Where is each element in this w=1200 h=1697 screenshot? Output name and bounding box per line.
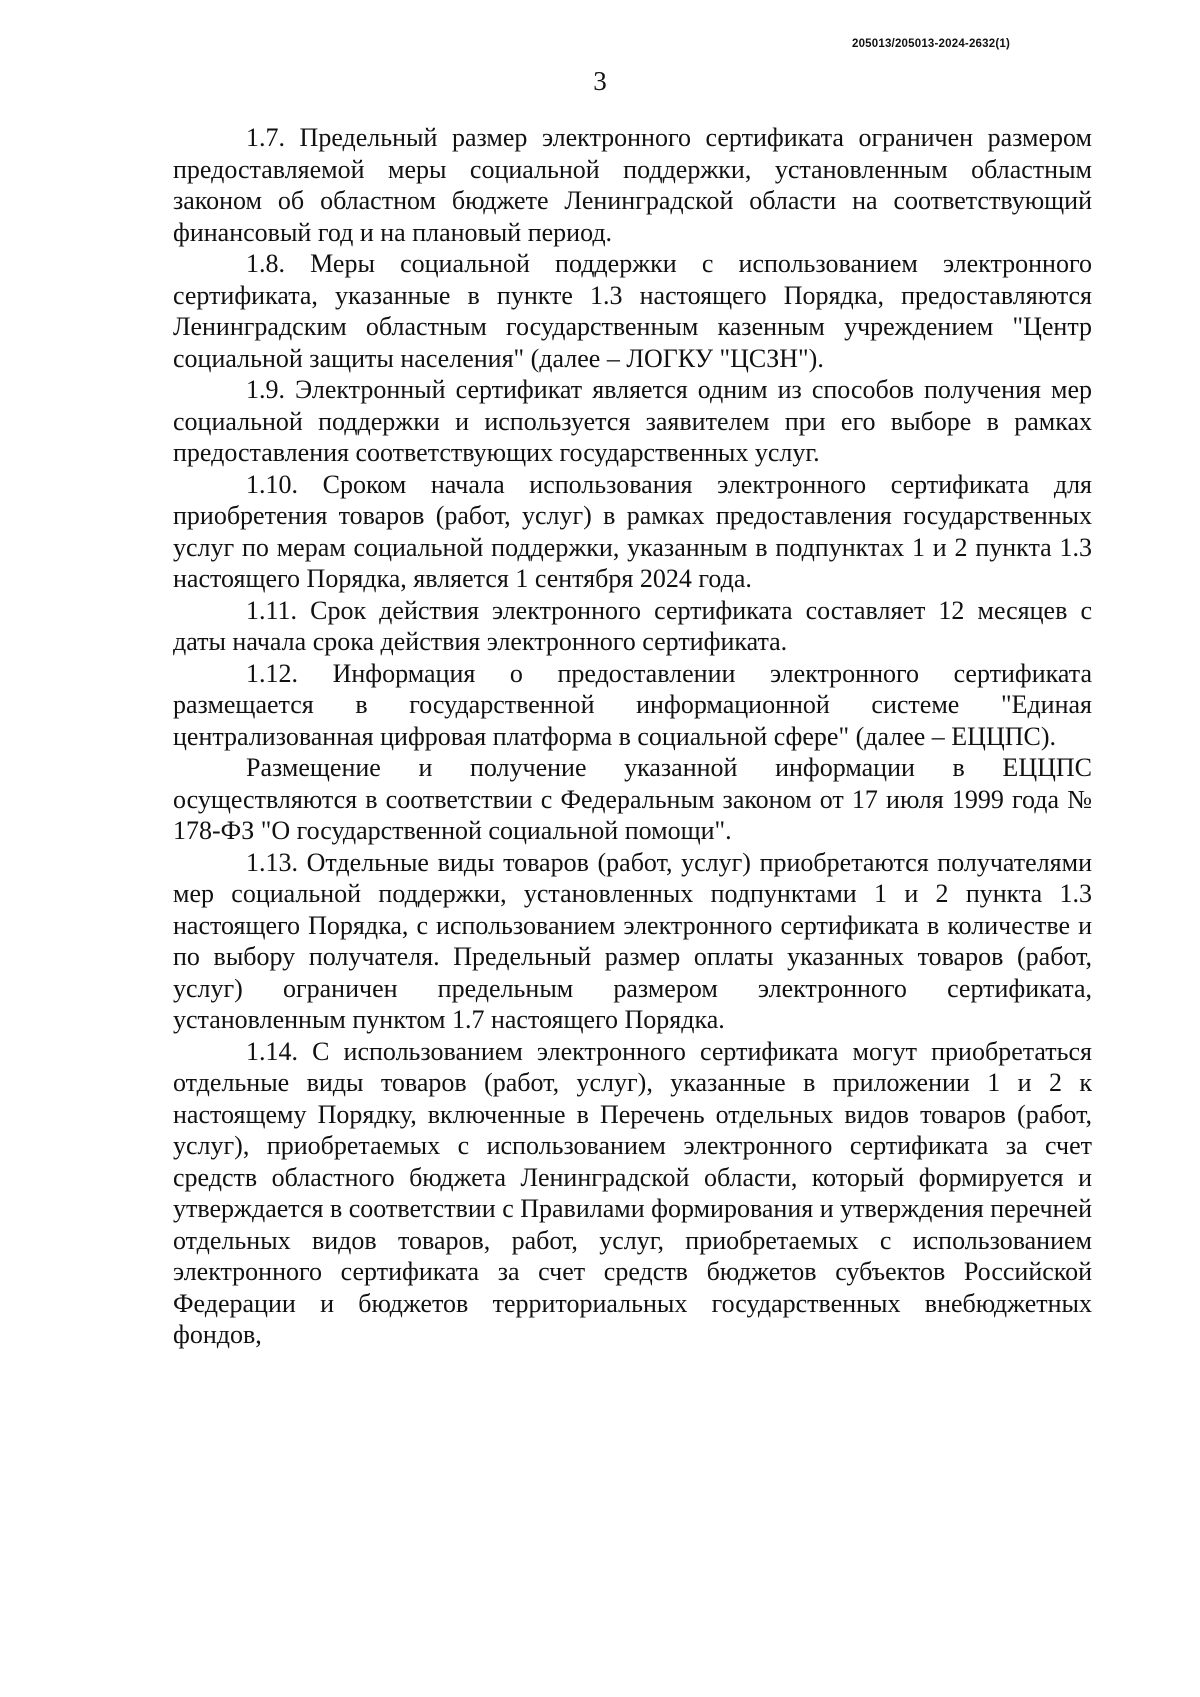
- paragraph-1-9: 1.9. Электронный сертификат является одним из способов получения мер социальной поддержки и используется заявителем при его выборе в рамках предоставления соответствующих государственных услуг.: [173, 375, 1092, 467]
- paragraph-1-11: 1.11. Срок действия электронного сертификата составляет 12 месяцев с даты начала срока действия электронного сертификата.: [173, 595, 1092, 656]
- document-body: [173, 122, 1092, 1351]
- paragraph-1-12-placement: Размещение и получение указанной информации в ЕЦЦПС осуществляются в соответствии с Федеральным законом от 17 июля 1999 года № 178-ФЗ "О государственной социальной помощи".: [173, 753, 1092, 845]
- paragraph-1-13: 1.13. Отдельные виды товаров (работ, услуг) приобретаются получателями мер социальной поддержки, установленных подпунктами 1 и 2 пункта 1.3 настоящего Порядка, с использованием электронного сертификата в количестве и по выбору получателя. Предельный размер оплаты указанных товаров (работ, услуг) ограничен предельным размером электронного сертификата, установленным пунктом 1.7 настоящего Порядка.: [173, 847, 1092, 1034]
- document-registration-number: 205013/205013-2024-2632(1): [851, 38, 1010, 50]
- paragraph-1-7: 1.7. Предельный размер электронного сертификата ограничен размером предоставляемой меры социальной поддержки, установленным областным законом об областном бюджете Ленинградской области на соответствующий финансовый год и на плановый период.: [173, 123, 1092, 247]
- paragraph-1-14: 1.14. С использованием электронного сертификата могут приобретаться отдельные виды товаров (работ, услуг), указанные в приложении 1 и 2 к настоящему Порядку, включенные в Перечень отдельных видов товаров (работ, услуг), приобретаемых с использованием электронного сертификата за счет средств областного бюджета Ленинградской области, который формируется и утверждается в соответствии с Правилами формирования и утверждения перечней отдельных видов товаров, работ, услуг, приобретаемых с использованием электронного сертификата за счет средств бюджетов субъектов Российской Федерации и бюджетов территориальных государственных внебюджетных фондов,: [173, 1036, 1092, 1349]
- paragraph-1-10: 1.10. Сроком начала использования электронного сертификата для приобретения товаров (работ, услуг) в рамках предоставления государственных услуг по мерам социальной поддержки, указанным в подпунктах 1 и 2 пункта 1.3 настоящего Порядка, является 1 сентября 2024 года.: [173, 469, 1092, 593]
- paragraph-1-12: 1.12. Информация о предоставлении электронного сертификата размещается в государственной информационной системе "Единая централизованная цифровая платформа в социальной сфере" (далее – ЕЦЦПС).: [173, 658, 1092, 751]
- paragraph-1-8: 1.8. Меры социальной поддержки с использованием электронного сертификата, указанные в пункте 1.3 настоящего Порядка, предоставляются Ленинградским областным государственным казенным учреждением "Центр социальной защиты населения" (далее – ЛОГКУ "ЦСЗН").: [173, 249, 1092, 373]
- page-number: 3: [593, 66, 607, 96]
